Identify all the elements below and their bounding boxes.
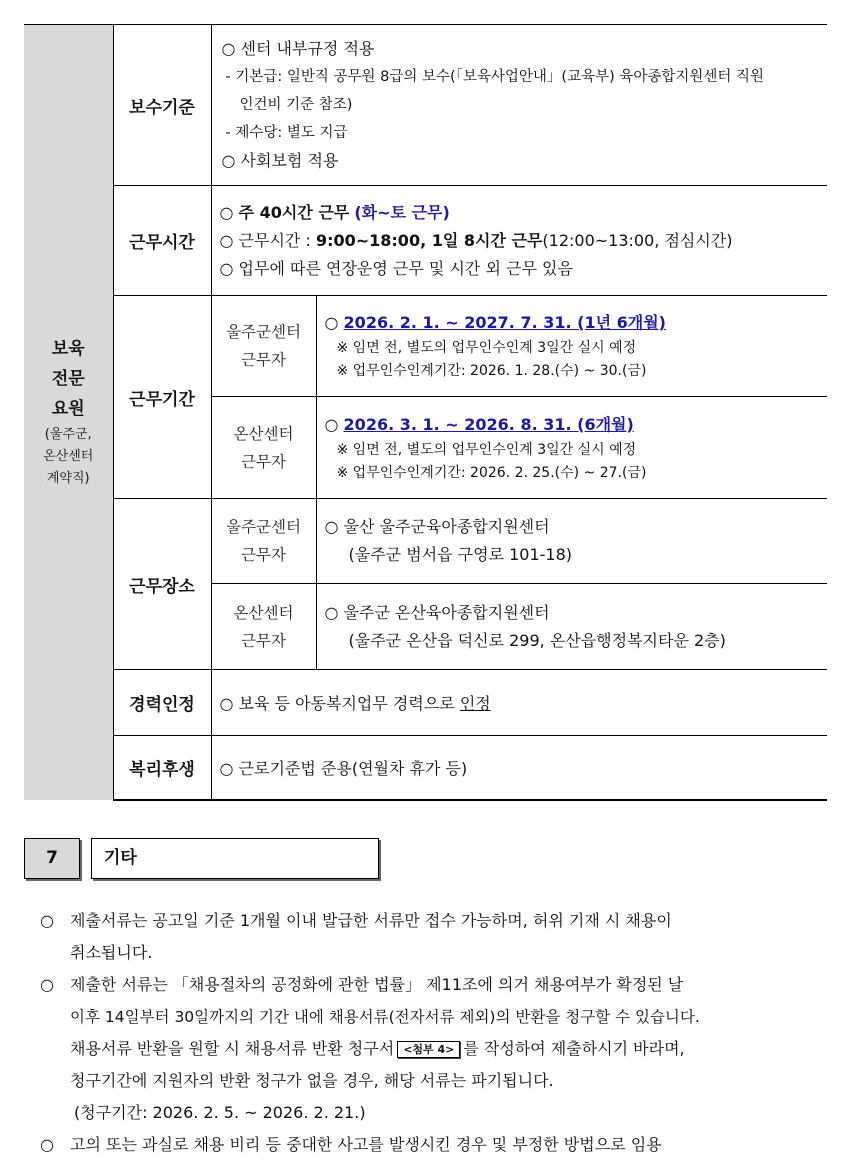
- period-ulju-content: [316, 296, 827, 397]
- period-ulju-row: [24, 296, 827, 397]
- hours-line-2: ○ 근무시간 : 9:00~18:00, 1일 8시간 근무(12:00~13:00, 점심시간): [219, 230, 733, 250]
- place-label: 근무장소: [113, 499, 211, 670]
- note-item-1: ○ 제출서류는 공고일 기준 1개월 이내 발급한 서류만 접수 가능하며, 허위 기재 시 채용이 취소됩니다.: [40, 905, 830, 969]
- salary-content: [211, 25, 827, 186]
- salary-line-5: ○ 사회보험 적용: [221, 151, 339, 170]
- category-sub-2: 온산센터: [43, 449, 94, 465]
- salary-line-4: - 제수당: 별도 지급: [225, 125, 348, 141]
- hours-line-3: ○ 업무에 따른 연장운영 근무 및 시간 외 근무 있음: [219, 258, 573, 278]
- place-ulju-row: [24, 499, 827, 584]
- place-onsan-sub: 온산센터 근무자: [211, 584, 316, 670]
- hours-row: [24, 186, 827, 296]
- period-ulju-date-line: ○ 2026. 2. 1. ~ 2027. 7. 31. (1년 6개월): [324, 313, 666, 332]
- place-ulju-sub: 울주군센터 근무자: [211, 499, 316, 584]
- period-onsan-date-line: ○ 2026. 3. 1. ~ 2026. 8. 31. (6개월): [324, 414, 634, 434]
- period-ulju-note-2: ※ 업무인수인계기간: 2026. 1. 28.(수) ~ 30.(금): [336, 363, 647, 379]
- note-bullet: ○: [40, 911, 54, 930]
- place-onsan-line-1: ○ 울주군 온산육아종합지원센터: [324, 602, 550, 622]
- salary-line-3: 인건비 기준 참조): [239, 97, 353, 113]
- notes-list: [40, 905, 830, 1161]
- period-onsan-date: 2026. 3. 1. ~ 2026. 8. 31. (6개월): [343, 414, 634, 434]
- hours-line-1: ○ 주 40시간 근무 (화~토 근무): [219, 202, 450, 222]
- hours-content: [211, 186, 827, 296]
- salary-row: [24, 25, 827, 186]
- period-onsan-note-1: ※ 임면 전, 별도의 업무인수인계 3일간 실시 예정: [336, 441, 637, 458]
- welfare-row: [24, 736, 827, 800]
- career-recognized: 인정: [459, 694, 491, 713]
- note-item-3: ○ 고의 또는 과실로 채용 비리 등 중대한 사고를 발생시킨 경우 및 부정한 방법으로 임용: [40, 1129, 830, 1161]
- place-ulju-address: (울주군 범서읍 구영로 101-18): [348, 545, 573, 564]
- category-title-2: 전문: [51, 369, 85, 390]
- period-onsan-sub: 온산센터 근무자: [211, 397, 316, 499]
- period-onsan-note-2: ※ 업무인수인계기간: 2026. 2. 25.(수) ~ 27.(금): [336, 464, 647, 481]
- period-onsan-content: [316, 397, 827, 499]
- hours-days: (화~토 근무): [354, 202, 450, 222]
- hours-label: 근무시간: [113, 186, 211, 296]
- category-sub-1: (울주군,: [44, 427, 92, 443]
- place-ulju-line-1: ○ 울산 울주군육아종합지원센터: [324, 517, 550, 536]
- career-content: ○ 보육 등 아동복지업무 경력으로 인정: [211, 670, 827, 736]
- period-ulju-note-1: ※ 임면 전, 별도의 업무인수인계 3일간 실시 예정: [336, 340, 637, 356]
- note-bullet: ○: [40, 1135, 54, 1154]
- job-conditions-table: [24, 24, 827, 801]
- salary-line-2: - 기본급: 일반직 공무원 8급의 보수(「보육사업안내」(교육부) 육아종합지원센터 직원: [225, 69, 765, 85]
- attachment-tag: <첨부 4>: [397, 1041, 460, 1058]
- category-cell: [24, 25, 113, 800]
- note-bullet: ○: [40, 975, 54, 994]
- category-title-3: 요원: [51, 399, 85, 420]
- period-ulju-date: 2026. 2. 1. ~ 2027. 7. 31. (1년 6개월): [343, 313, 666, 332]
- hours-time: 9:00~18:00, 1일 8시간 근무: [315, 230, 543, 250]
- place-onsan-content: [316, 584, 827, 670]
- career-row: [24, 670, 827, 736]
- category-title-1: 보육: [51, 339, 85, 360]
- category-sub-3: 계약직): [46, 471, 90, 487]
- period-ulju-sub: 울주군센터 근무자: [211, 296, 316, 397]
- place-ulju-content: [316, 499, 827, 584]
- salary-line-1: ○ 센터 내부규정 적용: [221, 39, 375, 58]
- salary-label: 보수기준: [113, 25, 211, 186]
- period-label: 근무기간: [113, 296, 211, 499]
- hours-lunch: (12:00~13:00, 점심시간): [542, 230, 733, 250]
- place-onsan-address: (울주군 온산읍 덕신로 299, 온산읍행정복지타운 2층): [348, 630, 726, 650]
- welfare-content: ○ 근로기준법 준용(연월차 휴가 등): [211, 736, 827, 800]
- career-label: 경력인정: [113, 670, 211, 736]
- section-title: 기타: [91, 838, 379, 879]
- section-number: 7: [24, 838, 80, 879]
- welfare-label: 복리후생: [113, 736, 211, 800]
- note-item-2: ○ 제출한 서류는 「채용절차의 공정화에 관한 법률」 제11조에 의거 채용여부가 확정된 날 이후 14일부터 30일까지의 기간 내에 채용서류(전자서류 제외)의 반환을 청구할 수 있습니다. 채용서류 반환을 원할 시 채용서류 반환 청구서 <첨부 4> 를 작성하여 제출하시기 바라며, 청구기간에 지원자의 반환 청구가 없을 경우, 해당 서류는 파기됩니다. (청구기간: 2026. 2. 5. ~ 2026. 2. 21.): [40, 969, 830, 1129]
- hours-weekly: 주 40시간 근무: [238, 202, 350, 222]
